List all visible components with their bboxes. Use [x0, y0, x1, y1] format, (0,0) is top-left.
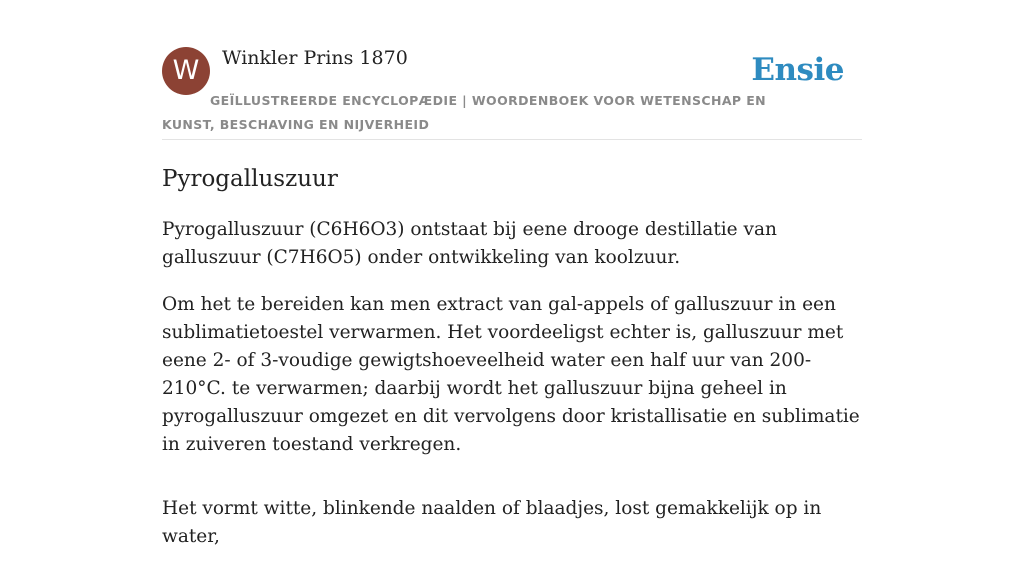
header-divider: [162, 139, 862, 140]
source-avatar[interactable]: W: [162, 47, 210, 95]
paragraph: Het vormt witte, blinkende naalden of blaadjes, lost gemakkelijk op in water,: [162, 498, 822, 547]
article-title: Pyrogalluszuur: [162, 166, 338, 192]
source-subtitle: GEÏLLUSTREERDE ENCYCLOPÆDIE | WOORDENBOEK VOOR WETENSCHAP EN KUNST, BESCHAVING EN NIJVERHEID: [162, 93, 767, 132]
ensie-logo[interactable]: Ensie: [751, 52, 844, 88]
article-body: [162, 216, 862, 570]
paragraph: Om het te bereiden kan men extract van gal-appels of galluszuur in een sublimatietoestel verwarmen. Het voordeeligst echter is, galluszuur met eene 2- of 3-voudige gewigtshoeveelheid water een half uur van 200-210°C. te verwarmen; daarbij wordt het galluszuur bijna geheel in pyrogalluszuur omgezet en dit vervolgens door kristallisatie en sublimatie in zuiveren toestand verkregen.: [162, 294, 860, 455]
source-name[interactable]: Winkler Prins 1870: [222, 47, 408, 69]
paragraph: Pyrogalluszuur (C6H6O3) ontstaat bij eene drooge destillatie van galluszuur (C7H6O5) onder ontwikkeling van koolzuur.: [162, 219, 777, 268]
